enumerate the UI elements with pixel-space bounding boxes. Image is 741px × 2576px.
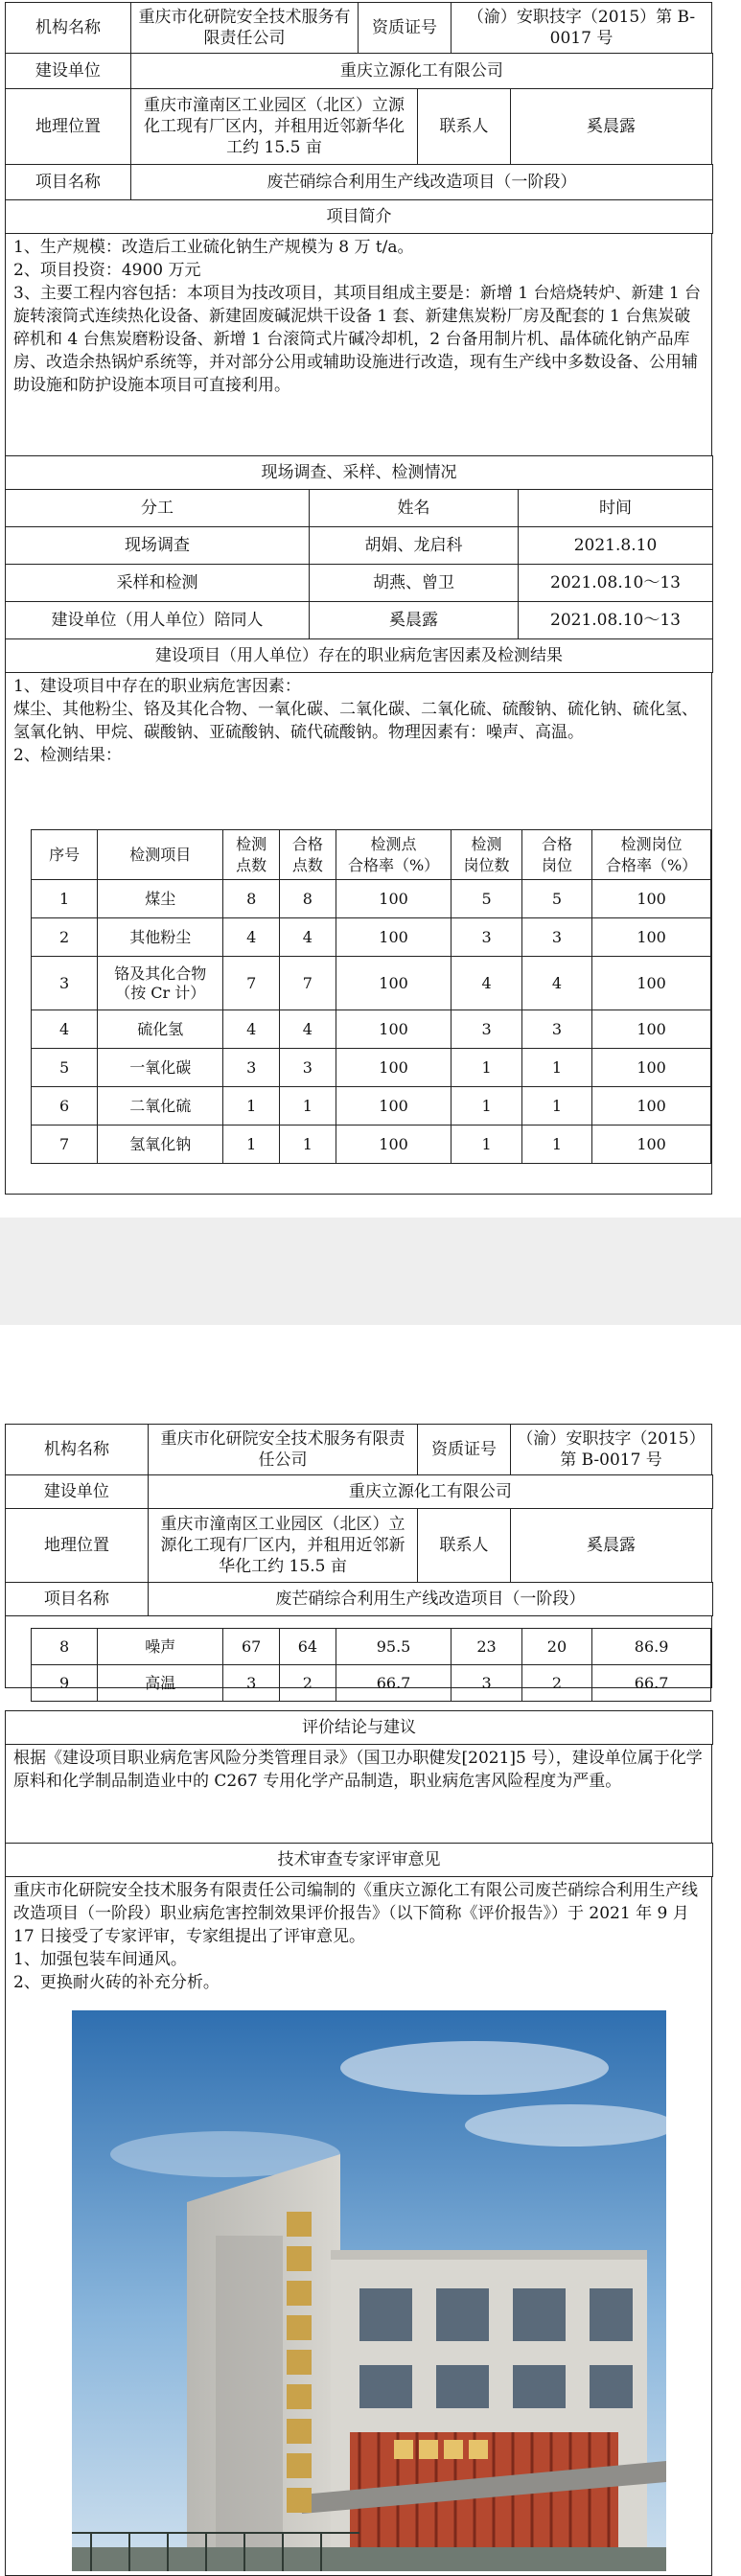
- cell-points: 1: [223, 1087, 280, 1126]
- location-label: 地理位置: [5, 1508, 149, 1583]
- cell-no: 4: [32, 1010, 98, 1049]
- org-row: [5, 1424, 712, 1475]
- hazard-title: 建设项目（用人单位）存在的职业病危害因素及检测结果: [5, 638, 713, 673]
- cell-pass-points: 1: [280, 1126, 336, 1164]
- survey-name: 胡燕、曾卫: [309, 564, 519, 602]
- project-label: 项目名称: [5, 164, 131, 200]
- cell-item: 一氧化碳: [98, 1049, 223, 1087]
- survey-title-row: [5, 455, 712, 490]
- unit-row: [5, 53, 712, 89]
- contact-label: 联系人: [417, 88, 511, 165]
- cell-item: 氢氧化钠: [98, 1126, 223, 1164]
- conclusion-text: 根据《建设项目职业病危害风险分类管理目录》（国卫办职健发[2021]5 号），建设单位属于化学原料和化学制品制造业中的 C267 专用化学产品制造，职业病危害风险程度为严重。: [13, 1749, 703, 1791]
- page-1: [0, 0, 741, 1218]
- table-row: [32, 1049, 711, 1087]
- survey-row: [5, 601, 712, 639]
- cell-points: 3: [223, 1049, 280, 1087]
- survey-time: 2021.08.10～13: [518, 564, 713, 602]
- project-value: 废芒硝综合利用生产线改造项目（一阶段）: [130, 164, 713, 200]
- hazard-title-row: [5, 638, 712, 673]
- cell-no: 9: [32, 1665, 98, 1702]
- survey-time: 2021.08.10～13: [518, 601, 713, 639]
- building-photo-svg: [72, 2010, 666, 2571]
- cell-post-rate: 100: [592, 1010, 711, 1049]
- results-header-no: 序号: [32, 830, 98, 880]
- cell-posts: 1: [452, 1126, 521, 1164]
- location-row: [5, 88, 712, 165]
- intro-line-2: 2、项目投资：4900 万元: [13, 261, 201, 280]
- cell-point-rate: 95.5: [336, 1629, 452, 1665]
- hazard-line-1: 1、建设项目中存在的职业病危害因素：: [13, 677, 301, 696]
- unit-label: 建设单位: [5, 53, 131, 89]
- cell-posts: 23: [452, 1629, 521, 1665]
- cell-pass-points: 2: [280, 1665, 336, 1702]
- cell-point-rate: 100: [336, 1010, 452, 1049]
- cell-pass-posts: 3: [521, 918, 591, 957]
- cell-pass-points: 4: [280, 918, 336, 957]
- unit-value: 重庆立源化工有限公司: [130, 53, 713, 89]
- cell-posts: 1: [452, 1049, 521, 1087]
- table-row: [32, 918, 711, 957]
- cell-point-rate: 66.7: [336, 1665, 452, 1702]
- cell-item: 其他粉尘: [98, 918, 223, 957]
- results-header-post-rate: 检测岗位 合格率（%）: [592, 830, 711, 880]
- org-value: 重庆市化研院安全技术服务有限责任公司: [148, 1424, 418, 1475]
- survey-name: 奚晨露: [309, 601, 519, 639]
- results-table: [31, 829, 711, 1164]
- cell-posts: 1: [452, 1087, 521, 1126]
- contact-value: 奚晨露: [510, 88, 712, 165]
- intro-title-row: [5, 199, 712, 234]
- cell-posts: 5: [452, 880, 521, 918]
- survey-header-name: 姓名: [309, 489, 519, 527]
- cell-post-rate: 100: [592, 918, 711, 957]
- cell-post-rate: 66.7: [592, 1665, 711, 1702]
- review-item: 1、加强包装车间通风。: [13, 1950, 187, 1969]
- cell-point-rate: 100: [336, 880, 452, 918]
- survey-row: [5, 526, 712, 565]
- cell-pass-posts: 5: [521, 880, 591, 918]
- cell-posts: 3: [452, 1665, 521, 1702]
- conclusion-body: [5, 1744, 712, 1844]
- results-header-posts: 检测 岗位数: [452, 830, 521, 880]
- cell-points: 8: [223, 880, 280, 918]
- cell-pass-points: 1: [280, 1087, 336, 1126]
- results-header-point-rate: 检测点 合格率（%）: [336, 830, 452, 880]
- cell-pass-points: 4: [280, 1010, 336, 1049]
- hazard-line-2: 煤尘、其他粉尘、铬及其化合物、一氧化碳、二氧化碳、二氧化硫、硫酸钠、硫化钠、硫化氢、氢氧化钠、甲烷、碳酸钠、亚硫酸钠、硫代硫酸钠。物理因素有：噪声、高温。: [13, 700, 698, 742]
- cell-pass-points: 64: [280, 1629, 336, 1665]
- cell-points: 4: [223, 1010, 280, 1049]
- cell-point-rate: 100: [336, 918, 452, 957]
- cell-point-rate: 100: [336, 1049, 452, 1087]
- survey-header-row: [5, 489, 712, 527]
- survey-time: 2021.8.10: [518, 526, 713, 565]
- intro-body: [5, 233, 712, 456]
- intro-title: 项目简介: [5, 199, 713, 234]
- location-value: 重庆市潼南区工业园区（北区）立源化工现有厂区内，并租用近邻新华化工约 15.5 亩: [130, 88, 418, 165]
- cell-no: 2: [32, 918, 98, 957]
- table-row: [32, 957, 711, 1010]
- review-text: 重庆市化研院安全技术服务有限责任公司编制的《重庆立源化工有限公司废芒硝综合利用生产线改造项目（一阶段）职业病危害控制效果评价报告》（以下简称《评价报告》）于 2021 年 9 月 17 日接受了专家评审，专家组提出了评审意见。: [13, 1881, 698, 1946]
- survey-header-time: 时间: [518, 489, 713, 527]
- cell-pass-points: 7: [280, 957, 336, 1010]
- cell-post-rate: 100: [592, 1049, 711, 1087]
- unit-value: 重庆立源化工有限公司: [148, 1474, 713, 1509]
- review-title-row: [5, 1843, 712, 1877]
- cert-value: （渝）安职技字（2015）第 B-0017 号: [510, 1424, 712, 1475]
- survey-role: 现场调查: [5, 526, 310, 565]
- cell-post-rate: 100: [592, 1126, 711, 1164]
- results-header-item: 检测项目: [98, 830, 223, 880]
- survey-row: [5, 564, 712, 602]
- building-sign-glyphs: [287, 2212, 312, 2513]
- cert-value: （渝）安职技字（2015）第 B-0017 号: [451, 2, 712, 54]
- cell-item: 铬及其化合物（按 Cr 计）: [98, 957, 223, 1010]
- hazard-line-3: 2、检测结果：: [13, 746, 122, 765]
- cell-post-rate: 86.9: [592, 1629, 711, 1665]
- cell-no: 6: [32, 1087, 98, 1126]
- project-row: [5, 164, 712, 200]
- intro-line-1: 1、生产规模：改造后工业硫化钠生产规模为 8 万 t/a。: [13, 238, 414, 257]
- cell-pass-posts: 20: [521, 1629, 591, 1665]
- cell-post-rate: 100: [592, 880, 711, 918]
- review-item: 2、更换耐火砖的补充分析。: [13, 1973, 220, 1992]
- cell-pass-posts: 3: [521, 1010, 591, 1049]
- table-row: [32, 1010, 711, 1049]
- cell-item: 煤尘: [98, 880, 223, 918]
- cell-item: 高温: [98, 1665, 223, 1702]
- results-header-pass-points: 合格 点数: [280, 830, 336, 880]
- cell-pass-posts: 1: [521, 1087, 591, 1126]
- table-row: [32, 1126, 711, 1164]
- table-row: [32, 880, 711, 918]
- cell-item: 二氧化硫: [98, 1087, 223, 1126]
- results-header-pass-posts: 合格 岗位: [521, 830, 591, 880]
- cell-no: 5: [32, 1049, 98, 1087]
- cell-item: 硫化氢: [98, 1010, 223, 1049]
- cert-label: 资质证号: [417, 1424, 511, 1475]
- table-row: [32, 1087, 711, 1126]
- page-2: [0, 1325, 741, 2576]
- cell-pass-points: 8: [280, 880, 336, 918]
- cell-no: 3: [32, 957, 98, 1010]
- cell-pass-posts: 1: [521, 1126, 591, 1164]
- cell-pass-points: 3: [280, 1049, 336, 1087]
- cell-post-rate: 100: [592, 1087, 711, 1126]
- conclusion-title: 评价结论与建议: [5, 1710, 713, 1745]
- org-value: 重庆市化研院安全技术服务有限责任公司: [130, 2, 359, 54]
- location-label: 地理位置: [5, 88, 131, 165]
- cell-no: 1: [32, 880, 98, 918]
- project-row: [5, 1582, 712, 1616]
- cell-points: 3: [223, 1665, 280, 1702]
- cell-pass-posts: 1: [521, 1049, 591, 1087]
- project-label: 项目名称: [5, 1582, 149, 1616]
- org-row: [5, 2, 712, 54]
- location-row: [5, 1508, 712, 1583]
- cell-points: 7: [223, 957, 280, 1010]
- cell-point-rate: 100: [336, 957, 452, 1010]
- survey-role: 建设单位（用人单位）陪同人: [5, 601, 310, 639]
- survey-name: 胡娟、龙启科: [309, 526, 519, 565]
- cell-no: 8: [32, 1629, 98, 1665]
- review-title: 技术审查专家评审意见: [5, 1843, 713, 1877]
- cell-point-rate: 100: [336, 1126, 452, 1164]
- cell-posts: 3: [452, 1010, 521, 1049]
- table-row: [32, 1629, 711, 1665]
- org-label: 机构名称: [5, 1424, 149, 1475]
- cell-point-rate: 100: [336, 1087, 452, 1126]
- building-photo: [72, 2010, 666, 2571]
- page-gap: [0, 1218, 741, 1325]
- results-table-continued: [31, 1628, 711, 1702]
- survey-title: 现场调查、采样、检测情况: [5, 455, 713, 490]
- project-value: 废芒硝综合利用生产线改造项目（一阶段）: [148, 1582, 713, 1616]
- cell-posts: 4: [452, 957, 521, 1010]
- cell-pass-posts: 2: [521, 1665, 591, 1702]
- unit-label: 建设单位: [5, 1474, 149, 1509]
- cell-no: 7: [32, 1126, 98, 1164]
- intro-line-3: 3、主要工程内容包括：本项目为技改项目，其项目组成主要是：新增 1 台焙烧转炉、新建 1 台旋转滚筒式连续热化设备、新建固废碱泥烘干设备 1 套、新建焦炭粉厂房及配套的 1 台焦炭破碎机和 4 台焦炭磨粉设备、新增 1 台滚筒式片碱冷却机，2 台备用制片机、晶体硫化钠产品库房、改造余热锅炉系统等，并对部分公用或辅助设施进行改造，现有生产线中多数设备、公用辅助设施和防护设施本项目可直接利用。: [13, 284, 702, 395]
- cell-posts: 3: [452, 918, 521, 957]
- cell-points: 67: [223, 1629, 280, 1665]
- cert-label: 资质证号: [358, 2, 452, 54]
- conclusion-title-row: [5, 1710, 712, 1745]
- results-header-row: [32, 830, 711, 880]
- location-value: 重庆市潼南区工业园区（北区）立源化工现有厂区内，并租用近邻新华化工约 15.5 亩: [148, 1508, 418, 1583]
- cell-post-rate: 100: [592, 957, 711, 1010]
- cell-points: 1: [223, 1126, 280, 1164]
- survey-role: 采样和检测: [5, 564, 310, 602]
- cell-points: 4: [223, 918, 280, 957]
- table-row: [32, 1665, 711, 1702]
- org-label: 机构名称: [5, 2, 131, 54]
- contact-value: 奚晨露: [510, 1508, 712, 1583]
- results-header-points: 检测 点数: [223, 830, 280, 880]
- cell-item: 噪声: [98, 1629, 223, 1665]
- contact-label: 联系人: [417, 1508, 511, 1583]
- unit-row: [5, 1474, 712, 1509]
- survey-header-role: 分工: [5, 489, 310, 527]
- cell-pass-posts: 4: [521, 957, 591, 1010]
